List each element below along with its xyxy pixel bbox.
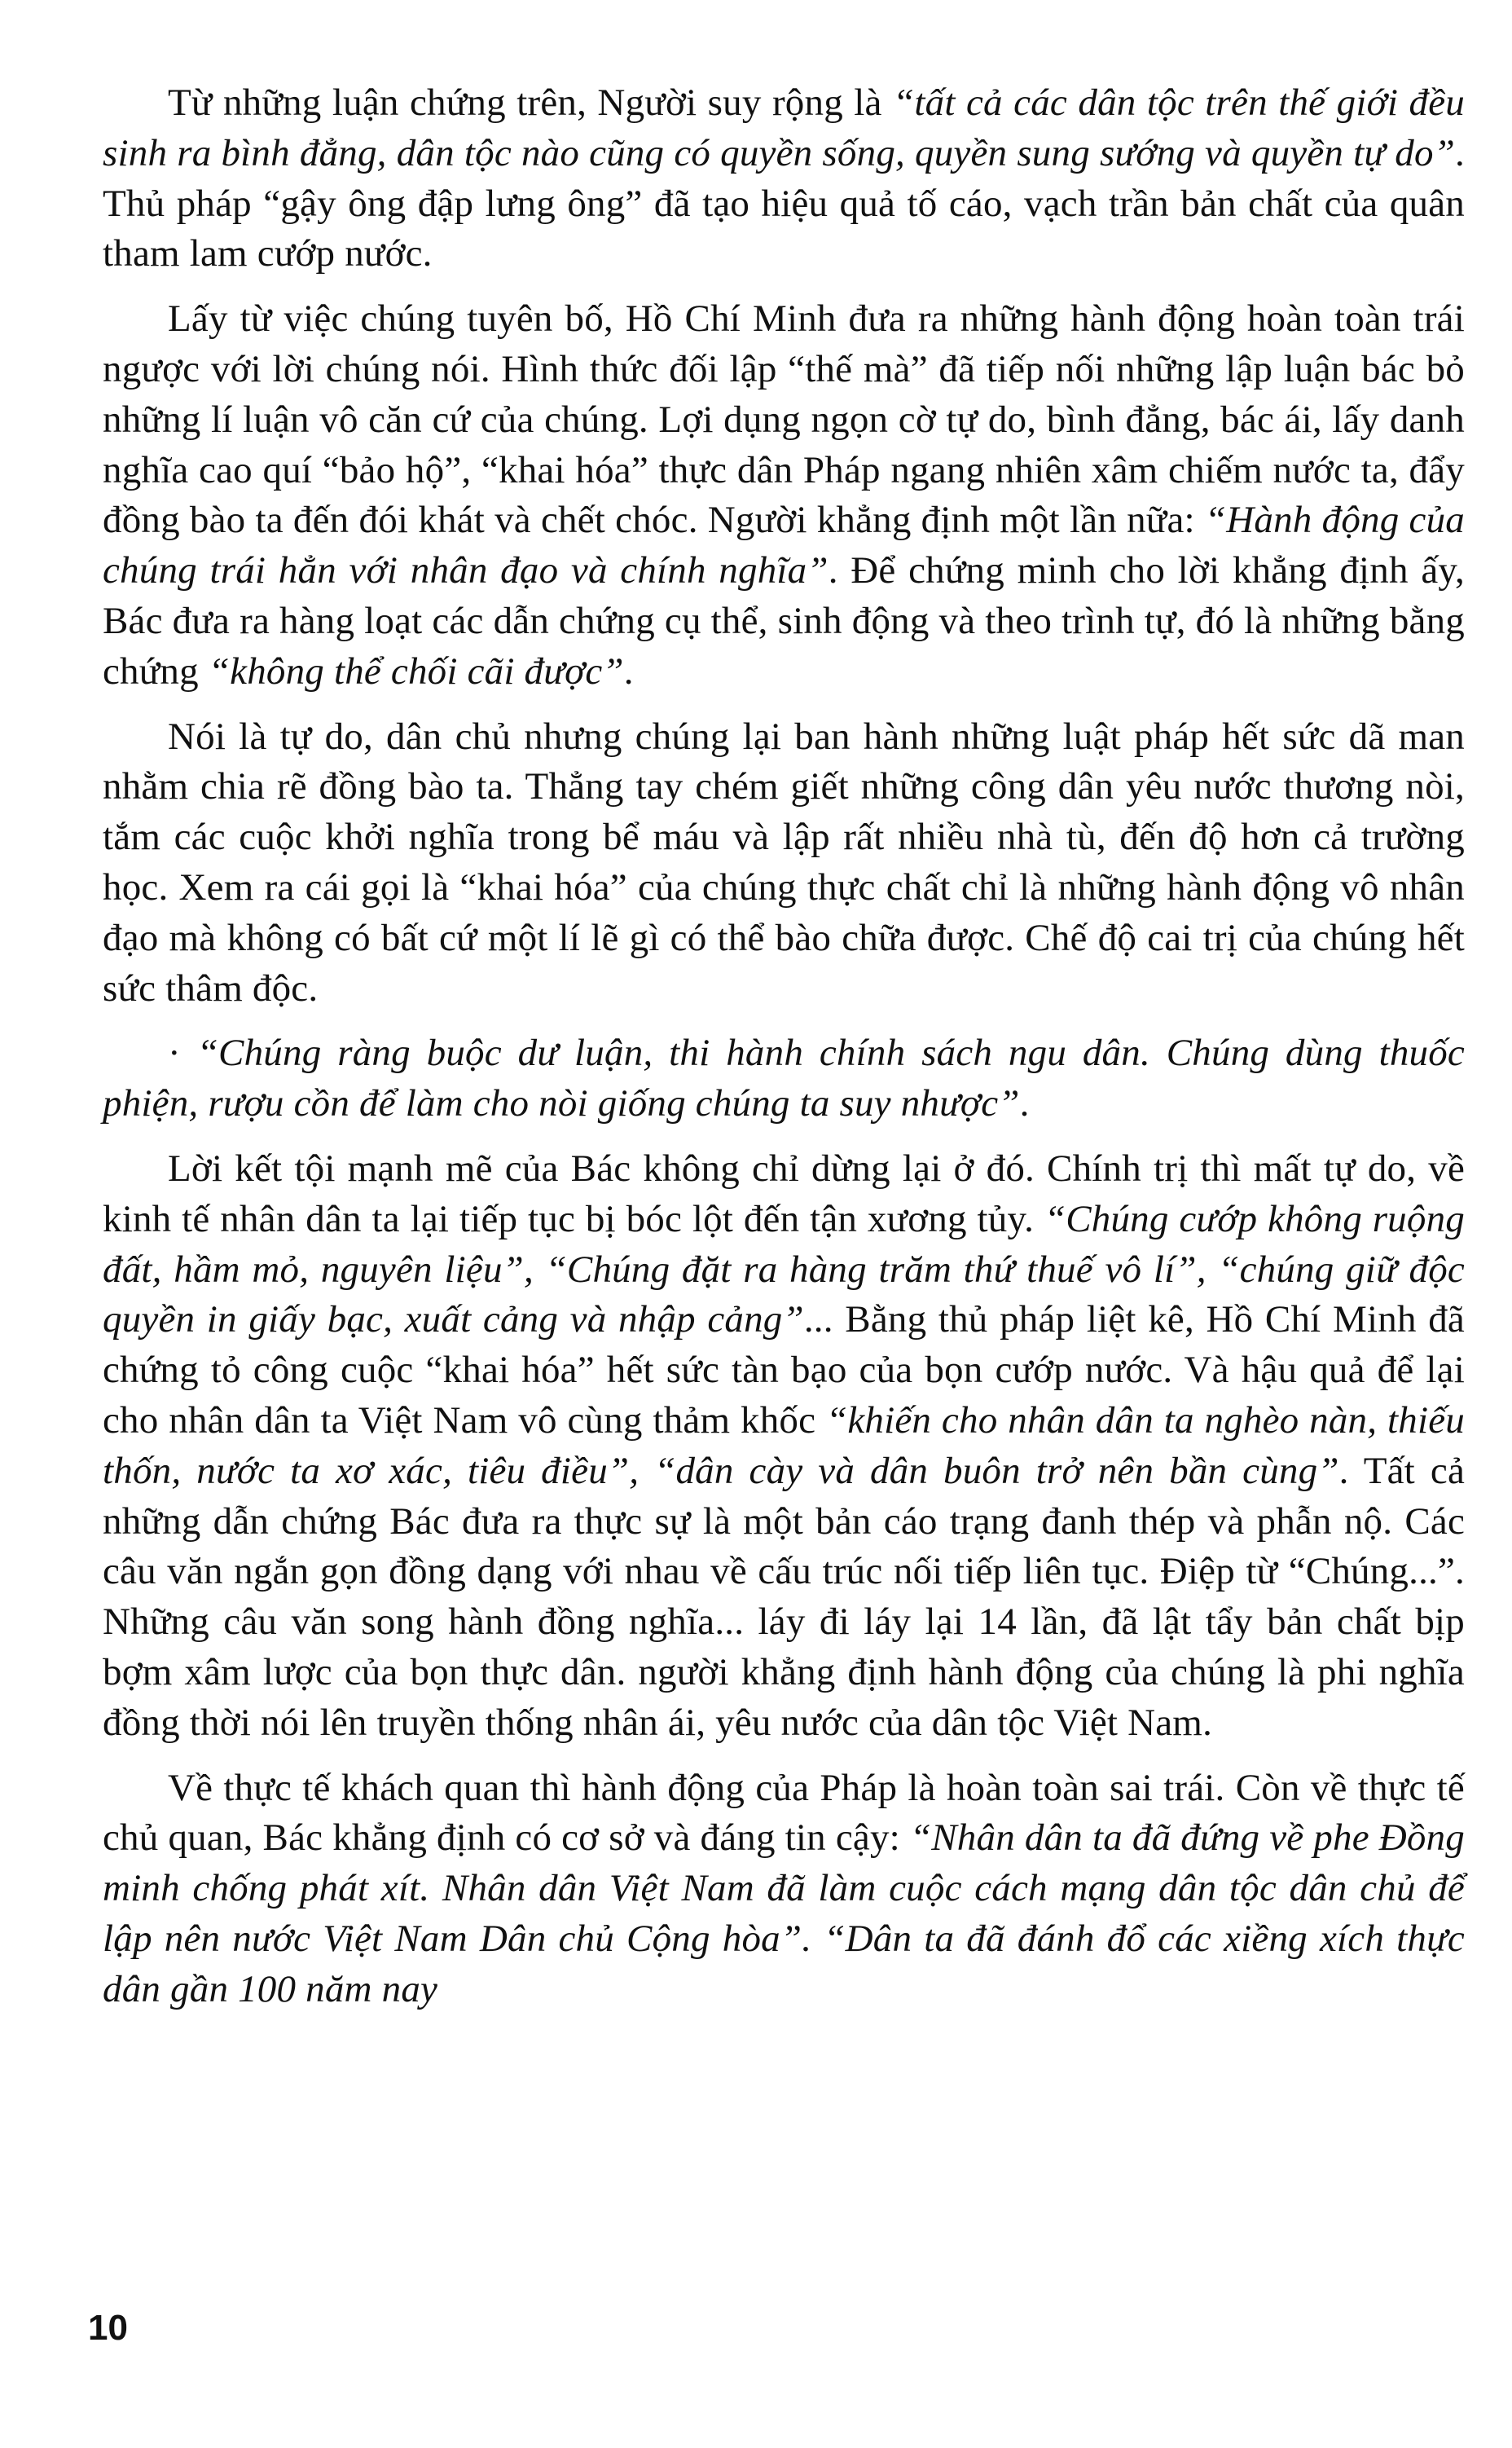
text-run: Lấy từ việc chúng tuyên bố, Hồ Chí Minh đưa ra những hành động hoàn toàn trái ngược với lời chúng nói. Hình thức đối lập “thế mà” đã tiếp nối những lập luận bác bỏ những lí luận vô căn cứ của chúng. Lợi dụng ngọn cờ tự do, bình đẳng, bác ái, lấy danh nghĩa cao quí “bảo hộ”, “khai hóa” thực dân Pháp ngang nhiên xâm chiếm nước ta, đẩy đồng bào ta đến đói khát và chết chóc. Người khẳng định một lần nữa: xyxy=(103,297,1465,542)
page-number: 10 xyxy=(88,2308,128,2348)
text-run: Từ những luận chứng trên, Người suy rộng là xyxy=(168,81,894,124)
text-run: . xyxy=(1019,1082,1030,1125)
text-run: . xyxy=(623,649,634,693)
quoted-text: “Nhân dân ta đã đứng về phe Đồng minh chống phát xít. Nhân dân Việt Nam đã làm cuộc cách mạng dân tộc dân chủ để lập nên nước Việt Nam Dân chủ Cộng hòa”. “Dân ta đã đánh đổ các xiềng xích thực dân gần 100 năm nay xyxy=(103,1816,1465,2010)
body-text xyxy=(103,78,1465,2029)
quoted-text: “khiến cho nhân dân ta nghèo nàn, thiếu thốn, nước ta xơ xác, tiêu điều”, “dân cày và dân buôn trở nên bần cùng” xyxy=(103,1398,1465,1492)
text-run: . Để chứng minh cho lời khẳng định ấy, Bác đưa ra hàng loạt các dẫn chứng cụ thể, sinh động và theo trình tự, đó là những bằng chứng xyxy=(103,549,1465,693)
text-run: Về thực tế khách quan thì hành động của Pháp là hoàn toàn sai trái. Còn về thực tế chủ quan, Bác khẳng định có cơ sở và đáng tin cậy: xyxy=(103,1766,1465,1860)
text-run: Nói là tự do, dân chủ nhưng chúng lại ban hành những luật pháp hết sức dã man nhằm chia rẽ đồng bào ta. Thẳng tay chém giết những công dân yêu nước thương nòi, tắm các cuộc khởi nghĩa trong bể máu và lập rất nhiều nhà tù, đến độ hơn cả trường học. Xem ra cái gọi là “khai hóa” của chúng thực chất chỉ là những hành động vô nhân đạo mà không có bất cứ một lí lẽ gì có thể bào chữa được. Chế độ cai trị của chúng hết sức thâm độc. xyxy=(103,715,1465,1010)
text-run: · xyxy=(168,1032,197,1075)
paragraph xyxy=(103,1144,1465,1749)
paragraph xyxy=(103,1028,1465,1129)
paragraph xyxy=(103,1763,1465,2015)
quoted-text: “không thể chối cãi được” xyxy=(208,649,624,693)
text-run: . Tất cả những dẫn chứng Bác đưa ra thực sự là một bản cáo trạng đanh thép và phẫn nộ. Các câu văn ngắn gọn đồng dạng với nhau về cấu trúc nối tiếp liên tục. Điệp từ “Chúng...”. Những câu văn song hành đồng nghĩa... láy đi láy lại 14 lần, đã lật tẩy bản chất bịp bợm xâm lược của bọn thực dân. người khẳng định hành động của chúng là phi nghĩa đồng thời nói lên truyền thống nhân ái, yêu nước của dân tộc Việt Nam. xyxy=(103,1449,1466,1744)
quoted-text: “Chúng ràng buộc dư luận, thi hành chính sách ngu dân. Chúng dùng thuốc phiện, rượu cồn để làm cho nòi giống chúng ta suy nhược” xyxy=(103,1032,1465,1125)
text-run: ... Bằng thủ pháp liệt kê, Hồ Chí Minh đã chứng tỏ công cuộc “khai hóa” hết sức tàn bạo của bọn cướp nước. Và hậu quả để lại cho nhân dân ta Việt Nam vô cùng thảm khốc xyxy=(103,1298,1465,1442)
quoted-text: “tất cả các dân tộc trên thế giới đều sinh ra bình đẳng, dân tộc nào cũng có quyền sống, quyền sung sướng và quyền tự do” xyxy=(103,81,1465,174)
text-run: Lời kết tội mạnh mẽ của Bác không chỉ dừng lại ở đó. Chính trị thì mất tự do, về kinh tế nhân dân ta lại tiếp tục bị bóc lột đến tận xương tủy. xyxy=(103,1147,1465,1240)
text-run: . Thủ pháp “gậy ông đập lưng ông” đã tạo hiệu quả tố cáo, vạch trần bản chất của quân tham lam cướp nước. xyxy=(103,131,1465,275)
quoted-text: “Hành động của chúng trái hẳn với nhân đạo và chính nghĩa” xyxy=(103,499,1465,592)
paragraph xyxy=(103,294,1465,697)
paragraph xyxy=(103,78,1465,280)
quoted-text: “Chúng cướp không ruộng đất, hầm mỏ, nguyên liệu”, “Chúng đặt ra hàng trăm thứ thuế vô lí”, “chúng giữ độc quyền in giấy bạc, xuất cảng và nhập cảng” xyxy=(103,1197,1465,1341)
paragraph xyxy=(103,712,1465,1015)
